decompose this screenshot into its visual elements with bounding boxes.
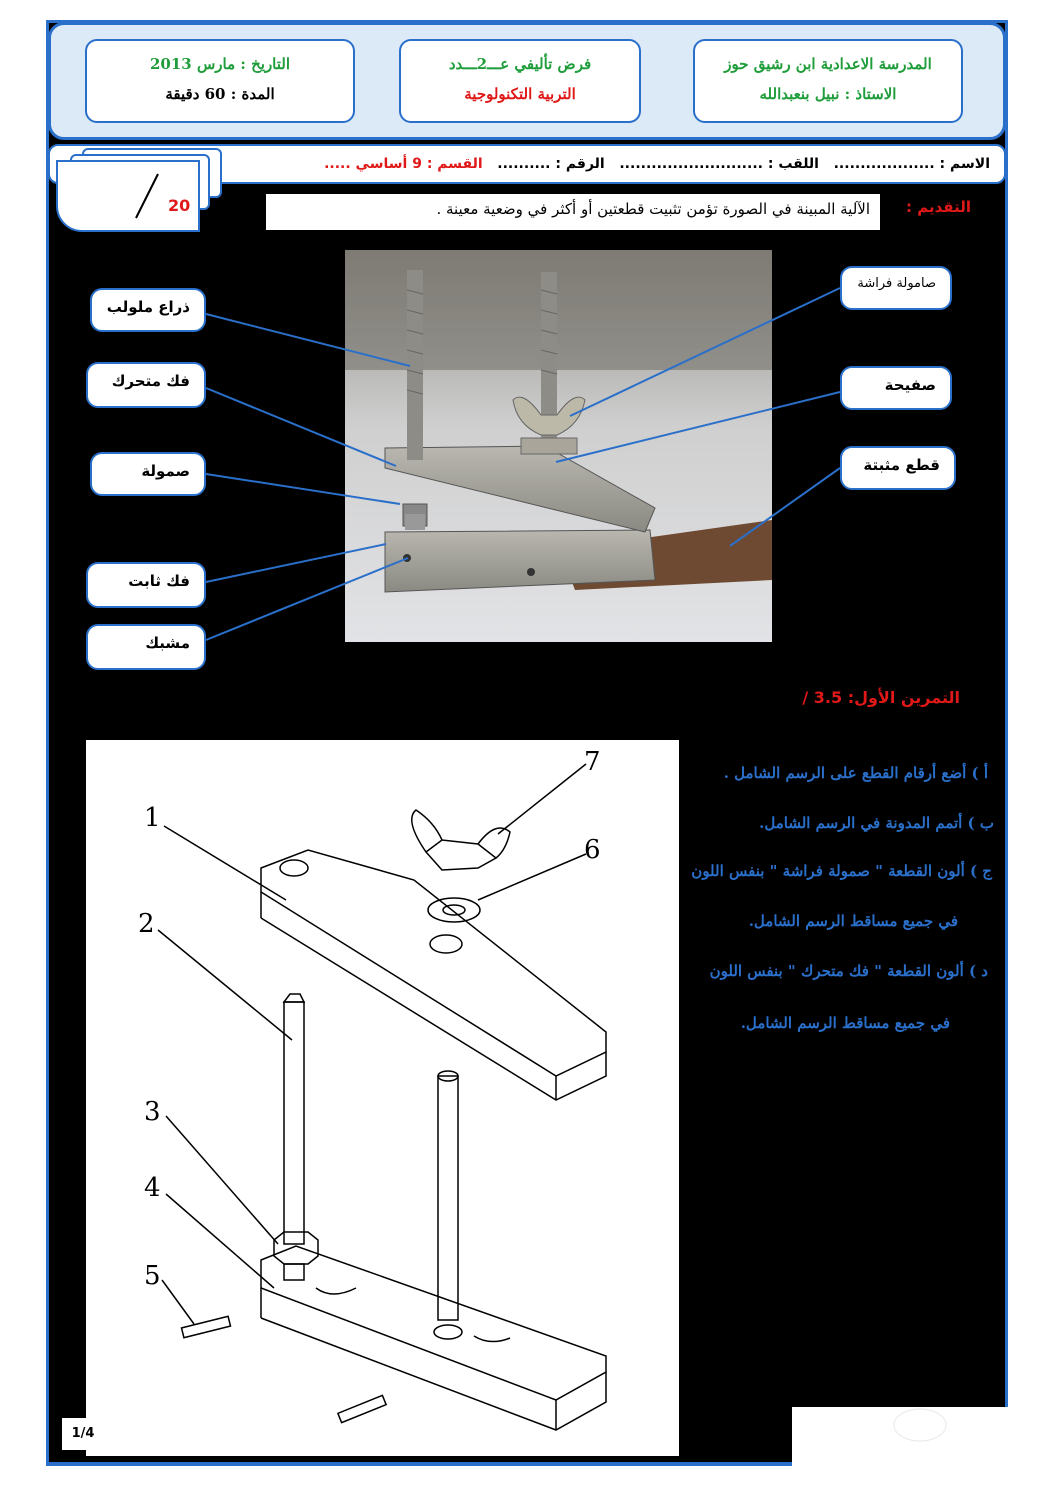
class-value: 9 [412, 156, 422, 172]
score-total: 20 [168, 196, 191, 215]
part-number-6: 6 [584, 835, 601, 865]
part-number-2: 2 [138, 909, 155, 939]
exam-date: التاريخ : مارس 2013 [149, 55, 291, 73]
part-number-7: 7 [584, 747, 601, 777]
class-label: القسم : [426, 156, 483, 172]
part-number-3: 3 [144, 1097, 161, 1127]
instruction-b: ب ) أتمم المدونة في الرسم الشامل. [759, 814, 994, 832]
instruction-a: أ ) أضع أرقام القطع على الرسم الشامل . [723, 764, 988, 782]
part-number-1: 1 [144, 803, 161, 833]
surname-label: اللقب : [767, 156, 819, 172]
intro-title: التقديم : [906, 198, 971, 216]
callout-wing-nut: صامولة فراشة [840, 266, 952, 310]
callout-fixed-jaw: فك ثابت [86, 562, 206, 608]
exam-duration: المدة : 60 دقيقة [165, 85, 275, 103]
callout-movable-jaw: فك متحرك [86, 362, 206, 408]
part-number-5: 5 [144, 1261, 161, 1291]
intro-text: الآلية المبينة في الصورة تؤمن تثبيت قطعتين أو أكثر في وضعية معينة . [266, 194, 880, 230]
instruction-c-cont: في جميع مساقط الرسم الشامل. [748, 912, 958, 930]
instruction-d-cont: في جميع مساقط الرسم الشامل. [740, 1014, 950, 1032]
corner-area [792, 1407, 1008, 1497]
class-level: أساسي ..... [324, 156, 408, 172]
surname-field[interactable]: ........................... [619, 156, 763, 172]
callout-pin: مشبك [86, 624, 206, 670]
page-number: 1/4 [62, 1418, 104, 1450]
instruction-d: د ) ألون القطعة " فك متحرك " بنفس اللون [709, 962, 988, 980]
callout-clamped-parts: قطع مثبتة [840, 446, 956, 490]
callout-threaded-arm: ذراع ملولب [90, 288, 206, 332]
name-field[interactable]: ................... [833, 156, 935, 172]
teacher-name: الاستاذ : نبيل بنعبدالله [759, 85, 897, 103]
callout-washer: صفيحة [840, 366, 952, 410]
exercise1-title: التمرين الأول: 3.5 / [802, 688, 960, 707]
school-name: المدرسة الاعدادية ابن رشيق حوز [724, 55, 932, 73]
instruction-c: ج ) ألون القطعة " صمولة فراشة " بنفس اللون [691, 862, 992, 880]
callout-nut: صمولة [90, 452, 206, 496]
part-number-4: 4 [144, 1173, 161, 1203]
name-label: الاسم : [939, 156, 990, 172]
exploded-drawing [86, 740, 679, 1456]
number-label: الرقم : [555, 156, 605, 172]
subject-title: التربية التكنولوجية [464, 85, 576, 103]
number-field[interactable]: .......... [497, 156, 551, 172]
exam-title: فرض تأليفي عـــ2ـــدد [448, 55, 592, 73]
